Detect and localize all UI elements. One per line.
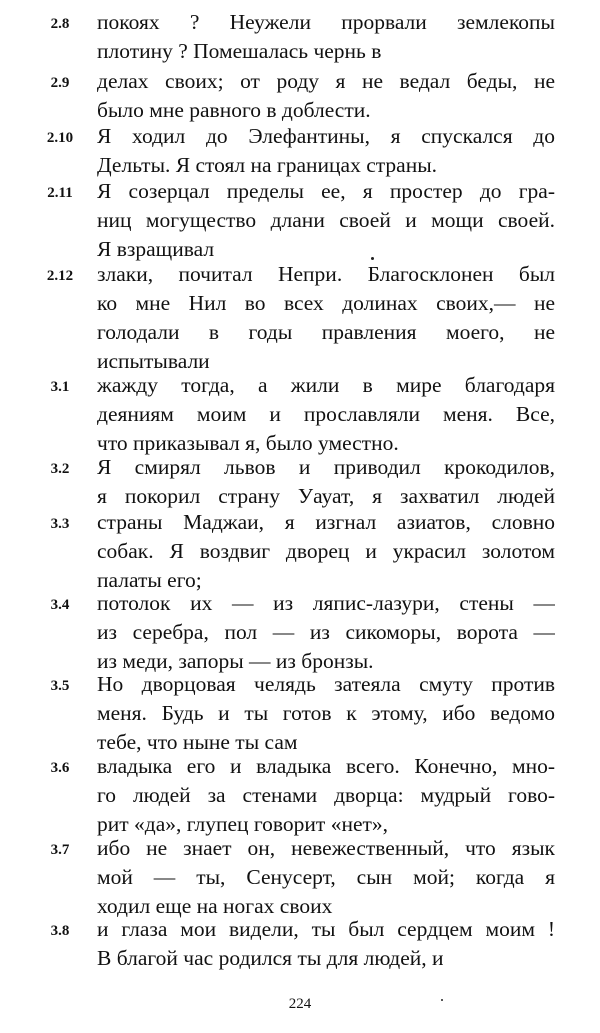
verse-text — [97, 752, 555, 839]
text-line: делах своих; от роду я не ведал беды, не — [97, 69, 555, 93]
text-line: голодали в годы правления моего, не — [97, 320, 555, 344]
verse-number: 3.7 — [50, 842, 70, 858]
page-number: 224 — [288, 996, 312, 1012]
verse-text — [97, 371, 555, 458]
text-line: В благой час родился ты для людей, и — [97, 946, 444, 970]
verse-text — [97, 453, 555, 511]
scan-speck — [371, 257, 374, 260]
verse-number: 2.8 — [50, 16, 70, 32]
text-line: ходил еще на ногах своих — [97, 894, 333, 918]
verse-number: 2.9 — [50, 75, 70, 91]
text-line: испытывали — [97, 349, 210, 373]
verse-number: 3.3 — [50, 516, 70, 532]
verse-text — [97, 8, 555, 66]
text-line: ибо не знает он, невежественный, что язык — [97, 836, 555, 860]
text-line: было мне равного в доблести. — [97, 98, 371, 122]
verse-text — [97, 508, 555, 595]
verse-number: 3.2 — [50, 461, 70, 477]
verse-number: 3.5 — [50, 678, 70, 694]
verse-number: 2.12 — [46, 268, 74, 284]
verse-text — [97, 177, 555, 264]
text-line: меня. Будь и ты готов к этому, ибо ведомо — [97, 701, 555, 725]
verse-number: 3.4 — [50, 597, 70, 613]
text-line: Я взращивал — [97, 237, 215, 261]
text-line: ко мне Нил во всех долинах своих,— не — [97, 291, 555, 315]
verse-text — [97, 589, 555, 676]
text-line: потолок их — из ляпис-лазури, стены — — [97, 591, 555, 615]
verse-text — [97, 122, 555, 180]
text-line: страны Маджаи, я изгнал азиатов, словно — [97, 510, 555, 534]
verse-text — [97, 915, 555, 973]
text-line: собак. Я воздвиг дворец и украсил золотом — [97, 539, 555, 563]
verse-text — [97, 260, 555, 376]
text-line: мой — ты, Сенусерт, сын мой; когда я — [97, 865, 555, 889]
text-line: я покорил страну Уауат, я захватил людей — [97, 484, 555, 508]
text-line: Но дворцовая челядь затеяла смуту против — [97, 672, 555, 696]
verse-number: 2.11 — [47, 185, 73, 201]
text-line: тебе, что ныне ты сам — [97, 730, 298, 754]
text-line: Дельты. Я стоял на границах страны. — [97, 153, 438, 177]
text-line: Я ходил до Элефантины, я спускался до — [97, 124, 555, 148]
text-line: жажду тогда, а жили в мире благодаря — [97, 373, 555, 397]
text-line: плотину ? Помешалась чернь в — [97, 39, 382, 63]
verse-number: 3.1 — [50, 379, 70, 395]
verse-text — [97, 670, 555, 757]
text-line: Я смирял львов и приводил крокодилов, — [97, 455, 555, 479]
verse-number: 3.8 — [50, 923, 70, 939]
verse-number: 2.10 — [46, 130, 74, 146]
text-line: Я созерцал пределы ее, я простер до гра- — [97, 179, 555, 203]
text-line: покоях ? Неужели прорвали землекопы — [97, 10, 555, 34]
text-line: рит «да», глупец говорит «нет», — [97, 812, 389, 836]
text-line: палаты его; — [97, 568, 202, 592]
verse-text — [97, 67, 555, 125]
text-line: го людей за стенами дворца: мудрый гово- — [97, 783, 555, 807]
text-line: и глаза мои видели, ты был сердцем моим ! — [97, 917, 555, 941]
text-line: ниц могущество длани своей и мощи своей. — [97, 208, 555, 232]
text-line: что приказывал я, было уместно. — [97, 431, 399, 455]
text-line: злаки, почитал Непри. Благосклонен был — [97, 262, 555, 286]
text-line: из меди, запоры — из бронзы. — [97, 649, 374, 673]
verse-number: 3.6 — [50, 760, 70, 776]
text-line: из серебра, пол — из сикоморы, ворота — — [97, 620, 555, 644]
verse-text — [97, 834, 555, 921]
text-line: владыка его и владыка всего. Конечно, мно- — [97, 754, 555, 778]
text-line: деяниям моим и прославляли меня. Все, — [97, 402, 555, 426]
